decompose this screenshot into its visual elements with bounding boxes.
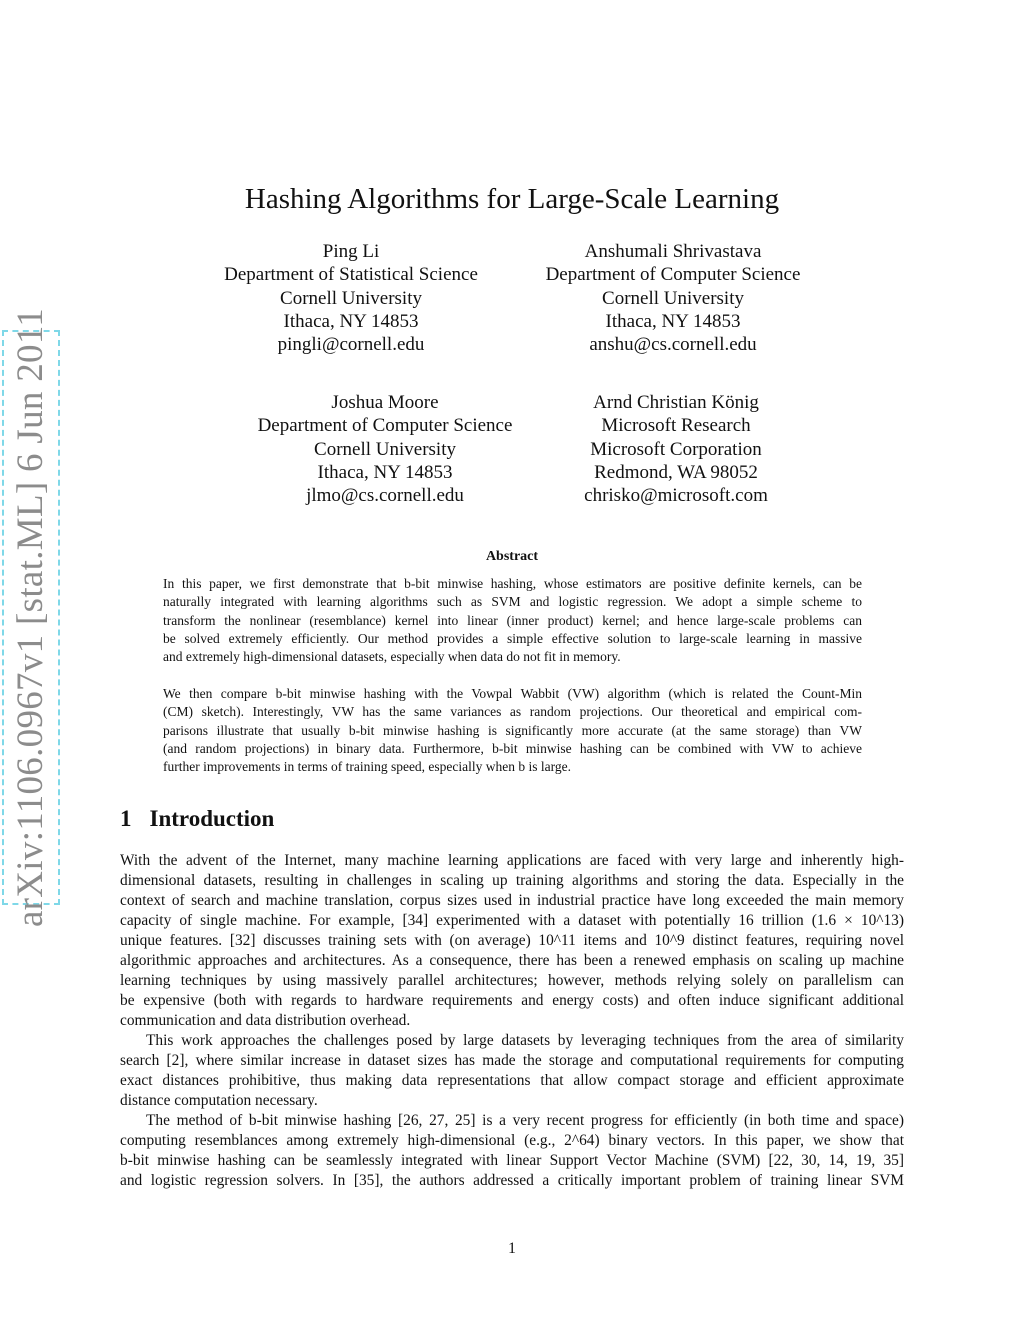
text-line: The method of b-bit minwise hashing [26, 27, 25] is a very recent progress for efficiently (in both time and space)	[146, 1112, 904, 1129]
author-block	[215, 391, 555, 507]
text-line: In this paper, we first demonstrate that b-bit minwise hashing, whose estimators are positive definite kernels, can be	[163, 576, 862, 591]
author-department: Department of Computer Science	[257, 415, 513, 437]
text-line: context of search and machine translation, corpus sizes used in industrial practice have long exceeded the main memory	[120, 892, 904, 909]
text-line: We then compare b-bit minwise hashing with the Vowpal Wabbit (VW) algorithm (which is related the Count-Min	[163, 686, 862, 701]
body-paragraph	[120, 1111, 904, 1191]
body-paragraph	[120, 1031, 904, 1111]
text-line: be solved extremely efficiently. Our method provides a simple effective solution to large-scale learning in massive	[163, 630, 862, 646]
author-location: Ithaca, NY 14853	[317, 461, 453, 483]
text-line: communication and data distribution overhead.	[120, 1012, 411, 1029]
author-name: Anshumali Shrivastava	[584, 241, 762, 262]
arxiv-identifier-text: arXiv:1106.0967v1 [stat.ML] 6 Jun 2011	[10, 307, 52, 928]
text-line: naturally integrated with learning algorithms such as SVM and logistic regression. We adopt a simple scheme to	[163, 594, 862, 610]
text-line: dimensional datasets, resulting in challenges in scaling up training algorithms and storing the data. Especially in the	[120, 872, 904, 889]
text-line: learning techniques by using massively parallel architectures; however, methods relying solely on parallelism can	[120, 972, 904, 989]
text-line: With the advent of the Internet, many machine learning applications are faced with very large and inherently high-	[120, 852, 904, 869]
abstract-paragraph	[163, 685, 862, 776]
text-line: b-bit minwise hashing can be seamlessly integrated with linear Support Vector Machine (SVM) [22, 30, 14, 19, 35]	[120, 1152, 904, 1169]
body-paragraph	[120, 851, 904, 1031]
author-institution: Cornell University	[280, 287, 422, 309]
author-email: anshu@cs.cornell.edu	[589, 334, 757, 356]
text-line: computing resemblances among extremely high-dimensional (e.g., 2^64) binary vectors. In this paper, we show that	[120, 1132, 904, 1149]
text-line: and extremely high-dimensional datasets, especially when data do not fit in memory.	[163, 649, 621, 665]
author-location: Ithaca, NY 14853	[283, 310, 419, 332]
paper-title: Hashing Algorithms for Large-Scale Learning	[244, 183, 780, 215]
text-line: This work approaches the challenges posed by large datasets by leveraging techniques from the area of similarity	[146, 1032, 904, 1049]
text-line: distance computation necessary.	[120, 1092, 318, 1109]
author-block	[503, 240, 843, 356]
text-line: search [2], where similar increase in dataset sizes has made the storage and computational requirements for computing	[120, 1052, 904, 1069]
author-email: chrisko@microsoft.com	[584, 485, 768, 507]
text-line: parisons illustrate that usually b-bit minwise hashing is significantly more accurate (at the same storage) than VW	[163, 722, 862, 738]
arxiv-identifier-stamp	[2, 307, 60, 928]
author-name: Ping Li	[322, 241, 380, 262]
author-email: pingli@cornell.edu	[277, 334, 425, 356]
text-line: exact distances prohibitive, thus making data representations that allow compact storage and efficient approximate	[120, 1072, 904, 1089]
text-line: further improvements in terms of training speed, especially when b is large.	[163, 759, 572, 775]
author-email: jlmo@cs.cornell.edu	[306, 485, 464, 507]
section-title: Introduction	[149, 806, 275, 831]
text-line: algorithmic approaches and architectures. As a consequence, there has been a renewed emphasis on scaling up machine	[120, 952, 904, 969]
section-number: 1	[120, 806, 132, 831]
author-department: Department of Computer Science	[545, 264, 801, 286]
author-name: Joshua Moore	[331, 392, 439, 413]
author-block	[506, 391, 846, 507]
text-line: unique features. [32] discusses training sets with (on average) 10^11 items and 10^9 distinct features, requiring novel	[120, 932, 904, 949]
author-location: Ithaca, NY 14853	[605, 310, 741, 332]
page-number: 1	[508, 1240, 516, 1257]
abstract-paragraph	[163, 575, 862, 666]
text-line: be expensive (both with regards to hardware requirements and energy costs) and often induce significant additional	[120, 992, 904, 1009]
section-heading	[120, 806, 274, 832]
text-line: and logistic regression solvers. In [35], the authors addressed a critically important problem of training linear SVM	[120, 1172, 904, 1189]
author-department: Microsoft Research	[601, 415, 751, 437]
text-line: (and random projections) in binary data. Furthermore, b-bit minwise hashing can be combined with VW to achieve	[163, 740, 862, 756]
author-location: Redmond, WA 98052	[594, 461, 758, 483]
author-institution: Microsoft Corporation	[590, 438, 762, 460]
text-line: transform the nonlinear (resemblance) kernel into linear (inner product) kernel; and hence large-scale problems can	[163, 612, 862, 628]
abstract-heading: Abstract	[485, 549, 539, 564]
author-department: Department of Statistical Science	[224, 264, 478, 286]
author-block	[181, 240, 521, 356]
author-institution: Cornell University	[314, 438, 456, 460]
text-line: capacity of single machine. For example, [34] experimented with a dataset with potentially 16 trillion (1.6 × 10^13)	[120, 912, 904, 929]
author-name: Arnd Christian König	[593, 392, 759, 413]
text-line: (CM) sketch). Interestingly, VW has the same variances as random projections. Our theoretical and empirical com-	[163, 704, 862, 720]
author-institution: Cornell University	[602, 287, 744, 309]
